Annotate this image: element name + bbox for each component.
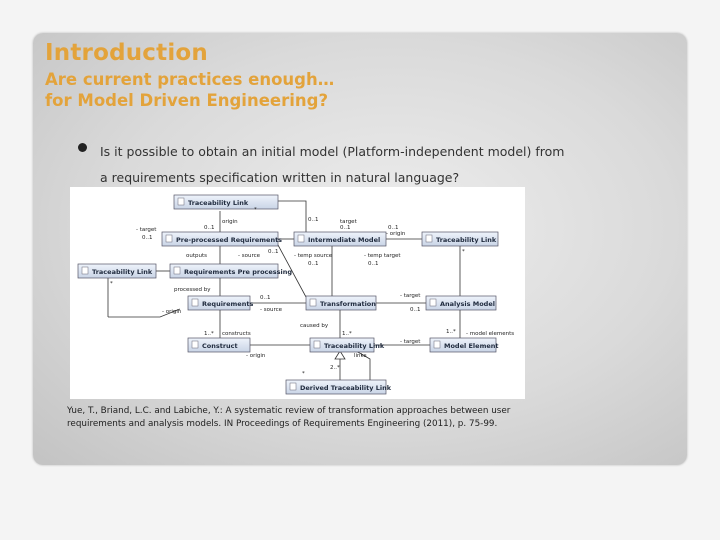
bullet-dot-icon: [78, 143, 87, 152]
label-origin-3: - origin: [162, 309, 182, 315]
label-origin-1: origin: [222, 219, 238, 225]
bullet-text: [100, 139, 660, 191]
class-traceability-link-left: [78, 264, 156, 278]
label-star-1: *: [462, 249, 465, 255]
slide-subtitle-line-1: Are current practices enough…: [45, 70, 335, 89]
label-constructs: constructs: [222, 331, 251, 337]
label-target-2: target: [340, 219, 357, 225]
label-star-2: *: [110, 281, 113, 287]
class-requirements: [188, 296, 253, 310]
slide-subtitle: [45, 69, 334, 112]
uml-class-diagram: [70, 187, 525, 399]
class-analysis-model: [426, 296, 496, 310]
label-processed-by: processed by: [174, 287, 211, 293]
label-target-3: - target: [400, 293, 421, 299]
label-mult-i: 0..1: [260, 295, 271, 301]
class-label: Model Element: [444, 342, 499, 350]
label-mult-c: 0..1: [308, 217, 319, 223]
caption-line-2: requirements and analysis models. IN Proceedings of Requirements Engineering (2011), p. 75-99.: [67, 419, 498, 429]
label-target-1: - target: [136, 227, 157, 233]
label-mult-1n-b: 1..*: [342, 331, 352, 337]
label-mult-2n: 2..*: [330, 365, 340, 371]
label-source-2: - source: [260, 307, 282, 313]
label-model-elements: - model elements: [466, 331, 515, 337]
class-label: Traceability Link: [188, 199, 249, 207]
label-outputs: outputs: [186, 253, 208, 259]
class-boxes: [78, 195, 498, 394]
label-mult-g: 0..1: [308, 261, 319, 267]
slide-subtitle-line-2: for Model Driven Engineering?: [45, 91, 329, 111]
slide-title: Introduction: [45, 40, 208, 66]
label-star-4: *: [254, 207, 257, 213]
class-construct: [188, 338, 250, 352]
class-label: Construct: [202, 342, 238, 350]
class-traceability-link-right: [422, 232, 498, 246]
class-label: Transformation: [320, 300, 376, 308]
label-mult-1n-a: 1..*: [204, 331, 214, 337]
class-derived-traceability-link: [286, 380, 392, 394]
class-traceability-link-top: [174, 195, 278, 209]
class-label: Requirements: [202, 300, 254, 308]
class-label: Derived Traceability Link: [300, 384, 392, 392]
label-star-3: *: [302, 371, 305, 377]
label-target-4: - target: [400, 339, 421, 345]
class-traceability-link-mid: [310, 338, 385, 352]
class-label: Traceability Link: [324, 342, 385, 350]
association-lines: [108, 201, 460, 381]
label-temp-target: - temp target: [364, 253, 401, 259]
class-label: Intermediate Model: [308, 236, 381, 244]
label-mult-1n-c: 1..*: [446, 329, 456, 335]
class-label: Traceability Link: [436, 236, 497, 244]
caption-line-1: Yue, T., Briand, L.C. and Labiche, Y.: A systematic review of transformation approaches between user: [67, 406, 511, 416]
label-origin-4: - origin: [246, 353, 266, 359]
class-transformation: [306, 296, 376, 310]
class-intermediate-model: [294, 232, 386, 246]
label-caused-by: caused by: [300, 323, 329, 329]
label-source-1: - source: [238, 253, 260, 259]
label-mult-j: 0..1: [410, 307, 421, 313]
label-links: links: [354, 353, 367, 359]
bullet-text-line-2: a requirements specification written in natural language?: [100, 170, 460, 185]
label-origin-2: - origin: [386, 231, 406, 237]
reference-caption: [67, 405, 667, 431]
label-mult-f: 0..1: [268, 249, 279, 255]
bullet-text-line-1: Is it possible to obtain an initial model (Platform-independent model) from: [100, 144, 565, 159]
label-mult-h: 0..1: [368, 261, 379, 267]
class-label: Pre-processed Requirements: [176, 236, 283, 244]
class-model-element: [430, 338, 498, 352]
class-label: Requirements Pre processing: [184, 268, 293, 276]
label-mult-e: 0..1: [340, 225, 351, 231]
diagram-canvas: [70, 187, 525, 399]
class-requirements-preprocessing: [170, 264, 292, 278]
class-preprocessed-requirements: [162, 232, 282, 246]
label-mult-d: 0..1: [388, 225, 399, 231]
label-temp-source: - temp source: [294, 253, 333, 259]
label-mult-b: 0..1: [142, 235, 153, 241]
class-label: Analysis Model: [440, 300, 495, 308]
class-label: Traceability Link: [92, 268, 153, 276]
slide-title-block: [45, 42, 334, 112]
label-mult-a: 0..1: [204, 225, 215, 231]
